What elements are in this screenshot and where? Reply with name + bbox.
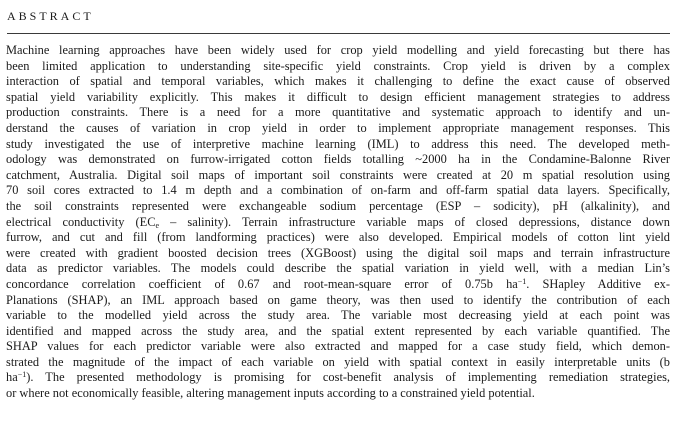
abstract-line: variable to the modelled yield across the study area. The variable most decreasing yield at each point was <box>6 308 670 323</box>
abstract-line <box>6 370 670 386</box>
abstract-line: furrow, and cut and fill (from landforming practices) were also developed. Empirical models of cotton lint yield <box>6 230 670 245</box>
line-text: – salinity). Terrain infrastructure variable maps of closed depressions, distance down <box>159 214 670 229</box>
abstract-line: were created with gradient boosted decision trees (XGBoost) using the digital soil maps and terrain infrastructure <box>6 245 670 260</box>
abstract-line <box>6 215 670 231</box>
abstract-line: production constraints. There is a need for a more quantitative and systematic approach to identify and un- <box>6 105 670 120</box>
abstract-line: odology was demonstrated on furrow-irrigated cotton fields totalling ~2000 ha in the Condamine-Balonne River <box>6 152 670 167</box>
line-text: ). The presented methodology is promising for cost-benefit analysis of implementing remediation strategies, <box>26 370 670 385</box>
abstract-heading: ABSTRACT <box>7 8 670 34</box>
abstract-line: derstand the causes of variation in crop yield in order to implement appropriate management responses. This <box>6 120 670 135</box>
superscript: −1 <box>517 276 527 286</box>
abstract-line <box>6 277 670 293</box>
abstract-line: catchment, Australia. Digital soil maps of important soil constraints were created at 20 m spatial resolution using <box>6 167 670 182</box>
abstract-body <box>6 43 670 402</box>
line-text: . SHapley Additive ex- <box>526 276 670 291</box>
line-text: electrical conductivity (EC <box>6 214 156 229</box>
abstract-line: the soil constraints represented were exchangeable sodium percentage (ESP – sodicity), pH (alkalinity), and <box>6 198 670 213</box>
abstract-line: strated the magnitude of the impact of each variable on yield with spatial context in easily interpretable units (b <box>6 354 670 369</box>
abstract-line: study investigated the use of interpretive machine learning (IML) to address this need. The developed meth- <box>6 136 670 151</box>
abstract-line: identified and mapped across the study area, and the spatial extent represented by each variable quantified. The <box>6 323 670 338</box>
abstract-line: Machine learning approaches have been widely used for crop yield modelling and yield forecasting but there has <box>6 43 670 57</box>
abstract-line: Planations (SHAP), an IML approach based on game theory, was then used to identify the contribution of each <box>6 292 670 307</box>
line-text: concordance correlation coefficient of 0.67 and root-mean-square error of 0.75b ha <box>6 276 518 291</box>
superscript: −1 <box>17 370 27 380</box>
abstract-line: data as predictor variables. The models could describe the spatial variation in yield well, with a median Lin’s <box>6 261 670 276</box>
line-text: ha <box>6 370 18 385</box>
subscript: e <box>155 220 160 230</box>
abstract-line: interaction of spatial and temporal variables, which makes it challenging to define the exact cause of observed <box>6 74 670 89</box>
abstract-line: 70 soil cores extracted to 1.4 m depth and a combination of on-farm and off-farm spatial data layers. Specifically, <box>6 183 670 198</box>
abstract-line: spatial yield variability explicitly. This makes it difficult to design efficient management strategies to address <box>6 89 670 104</box>
abstract-line: SHAP values for each predictor variable were also extracted and mapped for a case study field, which demon- <box>6 339 670 354</box>
abstract-line: or where not economically feasible, altering management inputs according to a constrained yield potential. <box>6 386 535 401</box>
abstract-line: been limited application to understanding site-specific yield constraints. Crop yield is driven by a complex <box>6 58 670 73</box>
